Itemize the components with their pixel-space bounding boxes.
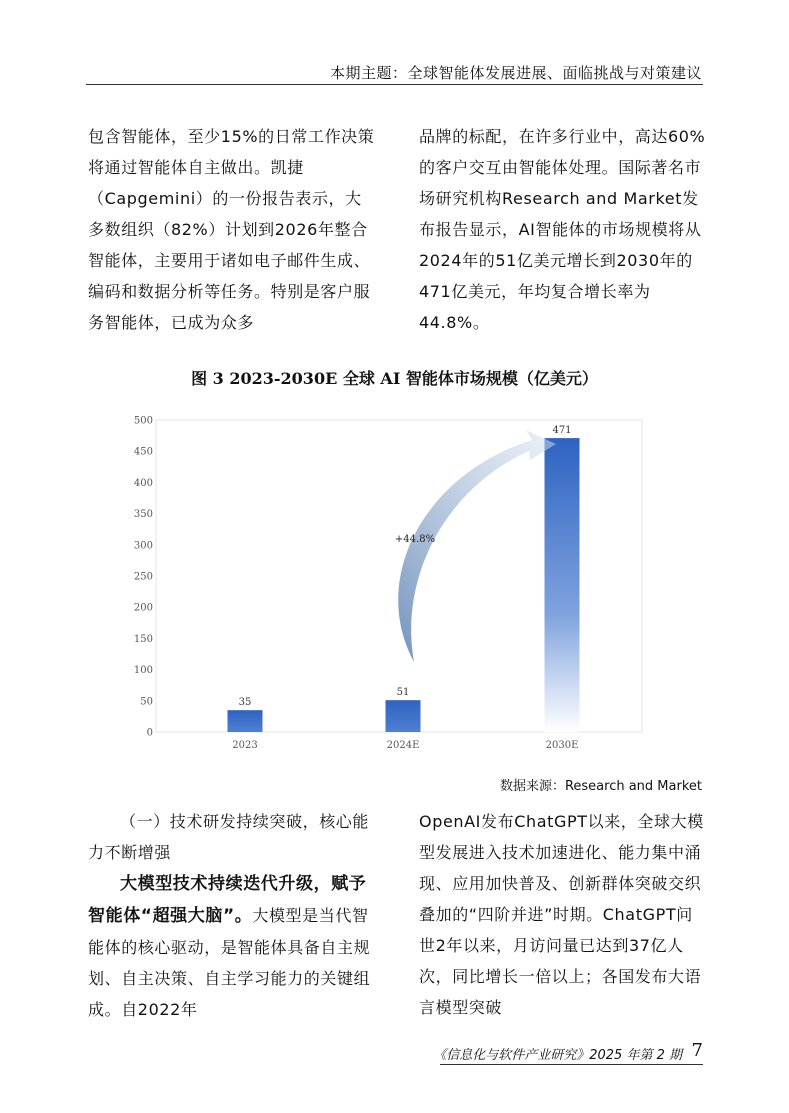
- y-tick-label: 0: [146, 727, 153, 739]
- bold-lead-sentence: 大模型技术持续迭代升级，赋予智能体“超强大脑”。: [88, 874, 367, 926]
- y-tick-label: 100: [133, 665, 153, 677]
- bar-2023: [228, 710, 263, 732]
- footer-divider: [440, 1064, 703, 1065]
- growth-arrow: [398, 430, 556, 662]
- market-size-bar-chart: [124, 404, 654, 764]
- figure-source: 数据来源：Research and Market: [499, 779, 702, 794]
- y-tick-label: 500: [133, 415, 153, 427]
- y-tick-label: 200: [133, 602, 153, 614]
- bar-2030E: [545, 438, 580, 732]
- y-tick-label: 50: [140, 696, 153, 708]
- paragraph-right-bottom: OpenAI发布ChatGPT以来，全球大模型发展进入技术加速进化、能力集中涌现、应用加快普及、创新群体突破交织叠加的“四阶并进”时期。ChatGPT问世2年以来，月访问量已达到37亿人次，同比增长一倍以上；各国发布大语言模型突破: [419, 812, 704, 1017]
- x-tick-label: 2024E: [386, 740, 420, 751]
- data-label: 35: [238, 697, 252, 709]
- figure-caption: 图 3 2023-2030E 全球 AI 智能体市场规模（亿美元）: [191, 369, 598, 388]
- header-divider: [86, 84, 703, 85]
- paragraph-right-top: 品牌的标配，在许多行业中，高达60%的客户交互由智能体处理。国际著名市场研究机构Research and Market发布报告显示，AI智能体的市场规模将从2024年的51亿美元增长到2030年的471亿美元，年均复合增长率为44.8%。: [419, 127, 706, 332]
- data-label: 51: [396, 687, 410, 699]
- y-axis: [134, 416, 153, 739]
- body-column-left-top: [88, 121, 378, 338]
- y-tick-label: 350: [133, 509, 153, 521]
- body-column-right-top: [419, 121, 709, 338]
- y-tick-label: 450: [133, 446, 153, 458]
- data-label: 471: [552, 425, 572, 437]
- paragraph-left-bottom-text: 大模型是当代智能体的核心驱动，是智能体具备自主规划、自主决策、自主学习能力的关键组成。自2022年: [88, 906, 371, 1019]
- x-tick-label: 2023: [232, 740, 258, 751]
- y-tick-label: 400: [133, 477, 153, 489]
- x-tick-label: 2030E: [545, 740, 579, 751]
- y-tick-label: 150: [133, 633, 153, 645]
- x-axis: [232, 740, 578, 751]
- paragraph-left-bottom: [88, 868, 378, 1025]
- section-heading: （一）技术研发持续突破，核心能力不断增强: [88, 812, 370, 862]
- growth-annotation: +44.8%: [394, 534, 436, 545]
- y-tick-label: 300: [133, 540, 153, 552]
- running-header: 本期主题：全球智能体发展进展、面临挑战与对策建议: [329, 64, 702, 82]
- bar-2024E: [386, 700, 421, 732]
- y-tick-label: 250: [133, 571, 153, 583]
- paragraph-left-top: 包含智能体，至少15%的日常工作决策将通过智能体自主做出。凯捷（Capgemini）的一份报告表示，大多数组织（82%）计划到2026年整合智能体，主要用于诸如电子邮件生成、编码和数据分析等任务。特别是客户服务智能体，已成为众多: [88, 127, 375, 332]
- body-column-right-bottom: [419, 806, 709, 1023]
- page-number: 7: [691, 1040, 703, 1061]
- body-column-left-bottom: [88, 806, 378, 1025]
- journal-footer: 《信息化与软件产业研究》2025 年第 2 期: [433, 1048, 682, 1063]
